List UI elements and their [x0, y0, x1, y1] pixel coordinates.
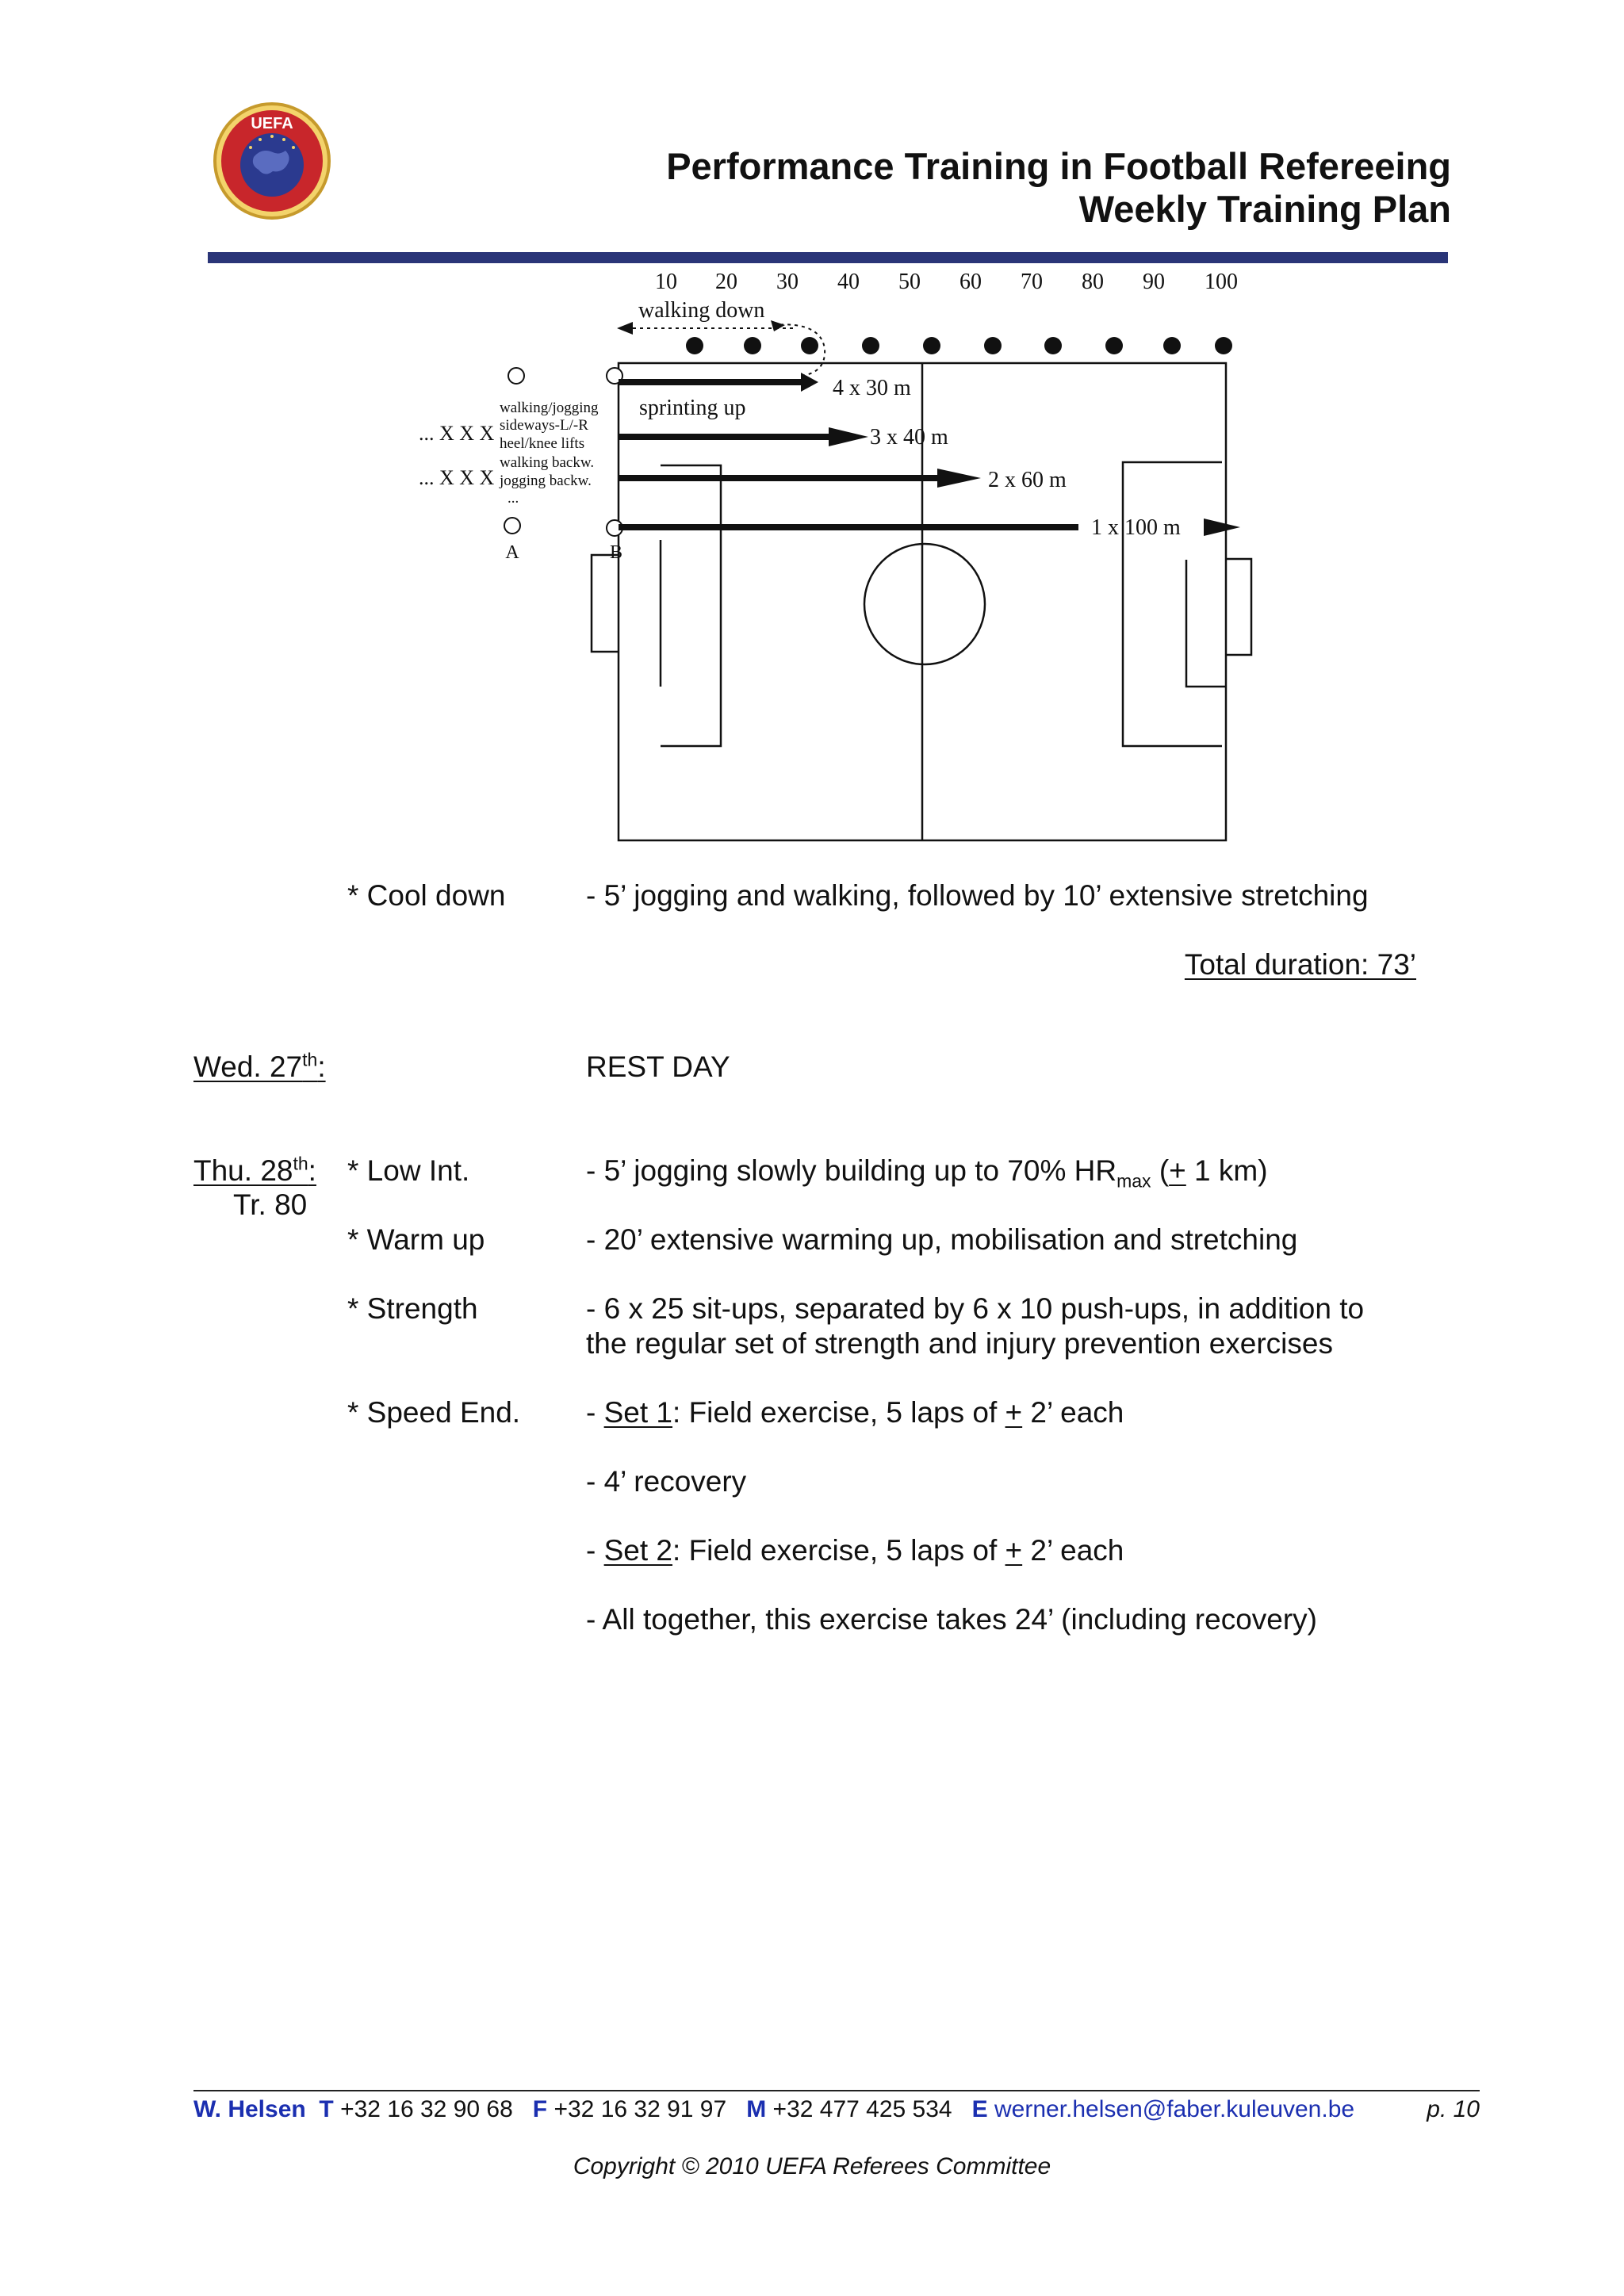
set1-text	[586, 1395, 1124, 1430]
doc-subtitle: Weekly Training Plan	[1078, 188, 1451, 230]
set2-text	[586, 1533, 1124, 1568]
cone-dot	[862, 337, 879, 354]
doc-title: Performance Training in Football Refereeing	[666, 145, 1451, 187]
arrowhead	[829, 427, 868, 446]
thu-day: Thu. 28	[193, 1154, 293, 1187]
low-int-text	[586, 1154, 1268, 1192]
xxx-label: ... X X X	[419, 422, 495, 445]
footer-rule	[193, 2090, 1480, 2091]
goal-area-right	[1186, 560, 1226, 687]
thu-day-suffix: th	[293, 1153, 308, 1174]
drill-label-30: 4 x 30 m	[833, 376, 911, 400]
set1-dash: -	[586, 1396, 604, 1429]
tick-label: 10	[655, 270, 677, 294]
arrowhead	[937, 469, 981, 488]
tick-label: 60	[959, 270, 982, 294]
plusminus-sign: +	[1005, 1396, 1023, 1429]
email-key: E	[971, 2096, 988, 2122]
cone-dot	[1105, 337, 1123, 354]
goal-left	[592, 555, 619, 652]
sprinting-up-label: sprinting up	[639, 396, 746, 420]
item-label: * Speed End.	[347, 1396, 521, 1429]
warmup-item: walking backw.	[500, 454, 595, 471]
low-int-distance: 1 km)	[1185, 1154, 1268, 1187]
cone-dot	[1044, 337, 1062, 354]
total-duration: Total duration: 73’	[1184, 948, 1416, 981]
author-name: W. Helsen	[193, 2096, 306, 2122]
low-int-paren: (	[1151, 1154, 1170, 1187]
phone-key: T	[319, 2096, 334, 2122]
warmup-item: ...	[508, 490, 519, 507]
tick-label: 50	[898, 270, 921, 294]
warmup-item: sideways-L/-R	[500, 417, 588, 434]
penalty-area-left	[661, 465, 721, 746]
strength-text-line1: - 6 x 25 sit-ups, separated by 6 x 10 push-ups, in addition to	[586, 1292, 1365, 1325]
thu-day-label	[193, 1154, 316, 1188]
set2-duration: 2’ each	[1022, 1534, 1124, 1567]
rest-day-text: REST DAY	[586, 1050, 730, 1083]
wed-day-suffix: th	[302, 1049, 318, 1070]
cone-dot	[1163, 337, 1181, 354]
item-label: * Low Int.	[347, 1154, 470, 1187]
set1-label: Set 1	[603, 1396, 673, 1429]
set2-label: Set 2	[603, 1534, 673, 1567]
tick-label: 90	[1143, 270, 1165, 294]
phone-value: +32 16 32 90 68	[340, 2096, 513, 2122]
warmup-text: - 20’ extensive warming up, mobilisation and stretching	[586, 1223, 1298, 1256]
fax-key: F	[532, 2096, 548, 2122]
copyright: Copyright © 2010 UEFA Referees Committee	[573, 2153, 1051, 2179]
turnaround-arrowhead	[771, 320, 785, 331]
tick-label: 30	[776, 270, 799, 294]
walking-down-label: walking down	[638, 298, 765, 323]
set2-dash: -	[586, 1534, 604, 1567]
email-link[interactable]: werner.helsen@faber.kuleuven.be	[994, 2096, 1355, 2122]
warmup-item: heel/knee lifts	[500, 435, 585, 452]
tick-label: 100	[1205, 270, 1238, 294]
drill-label-40: 3 x 40 m	[870, 425, 948, 450]
wed-day: Wed. 27	[193, 1050, 303, 1083]
set2-desc: : Field exercise, 5 laps of	[672, 1534, 1005, 1567]
logo-text: UEFA	[251, 115, 293, 132]
item-label: * Strength	[347, 1292, 478, 1325]
drill-label-100: 1 x 100 m	[1091, 515, 1181, 540]
plusminus-sign: +	[1005, 1534, 1023, 1567]
cone-dot	[984, 337, 1002, 354]
set1-desc: : Field exercise, 5 laps of	[672, 1396, 1005, 1429]
tick-label: 40	[837, 270, 860, 294]
cone-dot	[1215, 337, 1232, 354]
set1-duration: 2’ each	[1022, 1396, 1124, 1429]
low-int-pre: - 5’ jogging slowly building up to 70% HR	[586, 1154, 1117, 1187]
tick-label: 20	[715, 270, 737, 294]
mobile-key: M	[746, 2096, 767, 2122]
xxx-label: ... X X X	[419, 466, 495, 489]
point-a-label: A	[505, 542, 519, 563]
warmup-item: jogging backw.	[500, 473, 592, 489]
cone-dot	[686, 337, 703, 354]
all-together-text: - All together, this exercise takes 24’ (including recovery)	[586, 1603, 1318, 1636]
goal-right	[1226, 559, 1251, 655]
wed-day-label	[193, 1050, 326, 1085]
thu-colon: :	[308, 1154, 316, 1187]
page-number: p. 10	[1427, 2096, 1480, 2122]
center-circle	[864, 544, 985, 664]
item-label: * Warm up	[347, 1223, 485, 1256]
wed-colon: :	[317, 1050, 326, 1083]
drill-label-60: 2 x 60 m	[988, 468, 1067, 492]
hr-max-subscript: max	[1116, 1170, 1151, 1192]
tick-label: 80	[1082, 270, 1104, 294]
marker-circle-a-top	[508, 368, 524, 384]
training-number: Tr. 80	[233, 1188, 308, 1221]
marker-circle-a	[504, 518, 520, 534]
cooldown-label: * Cool down	[347, 879, 506, 912]
arrowhead	[801, 373, 818, 392]
field-diagram	[0, 0, 1624, 856]
recovery-text: - 4’ recovery	[586, 1465, 747, 1498]
mobile-value: +32 477 425 534	[772, 2096, 952, 2122]
cooldown-text: - 5’ jogging and walking, followed by 10’ extensive stretching	[586, 879, 1369, 912]
fax-value: +32 16 32 91 97	[553, 2096, 727, 2122]
point-b-label: B	[609, 542, 623, 563]
strength-text-line2: the regular set of strength and injury prevention exercises	[586, 1327, 1333, 1360]
cone-dot	[801, 337, 818, 354]
cone-dot	[923, 337, 940, 354]
penalty-area-right	[1123, 462, 1222, 746]
arrowhead	[1204, 519, 1240, 536]
tick-label: 70	[1021, 270, 1043, 294]
warmup-item: walking/jogging	[500, 400, 599, 416]
cone-dot	[744, 337, 761, 354]
plusminus-sign: +	[1169, 1154, 1186, 1187]
footer-contact	[193, 2096, 1480, 2123]
